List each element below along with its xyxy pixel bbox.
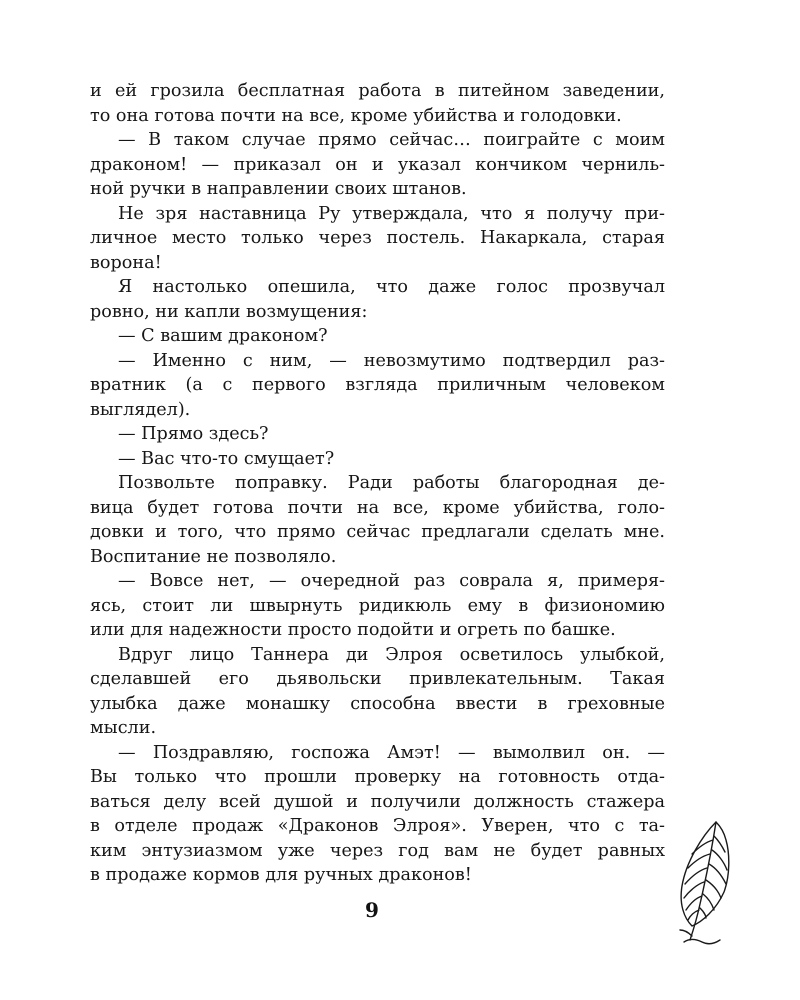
text-line: Вы только что прошли проверку на готовность отда- bbox=[90, 767, 665, 787]
text-line: в отделе продаж «Драконов Элроя». Уверен, что с та- bbox=[90, 816, 665, 836]
text-line: — Вовсе нет, — очередной раз соврала я, примеря- bbox=[118, 571, 665, 591]
text-line: ной ручки в направлении своих штанов. bbox=[90, 179, 467, 199]
text-line: — Прямо здесь? bbox=[118, 424, 269, 444]
text-line: — Вас что-то смущает? bbox=[118, 448, 335, 469]
text-line: то она готова почти на все, кроме убийства и голодовки. bbox=[90, 105, 622, 126]
text-line: вица будет готова почти на все, кроме убийства, голо- bbox=[90, 497, 665, 518]
text-line: ким энтузиазмом уже через год вам не будет равных bbox=[90, 840, 665, 861]
text-line: — Поздравляю, госпожа Амэт! — вымолвил он. — bbox=[118, 742, 665, 763]
text-line: — В таком случае прямо сейчас… поиграйте с моим bbox=[118, 130, 665, 150]
text-line: — Именно с ним, — невозмутимо подтвердил раз- bbox=[118, 350, 665, 371]
text-line: ваться делу всей душой и получили должность стажера bbox=[90, 791, 665, 812]
text-line: и ей грозила бесплатная работа в питейном заведении, bbox=[90, 81, 665, 101]
feather-icon bbox=[672, 818, 734, 948]
text-line: вратник (а с первого взгляда приличным человеком bbox=[90, 375, 665, 395]
text-line: Вдруг лицо Таннера ди Элроя осветилось улыбкой, bbox=[118, 644, 665, 665]
text-line: Я настолько опешила, что даже голос прозвучал bbox=[118, 277, 665, 297]
text-line: довки и того, что прямо сейчас предлагали сделать мне. bbox=[90, 522, 665, 542]
text-line: улыбка даже монашку способна ввести в греховные bbox=[90, 693, 665, 714]
text-line: мысли. bbox=[90, 718, 157, 738]
text-line: выглядел). bbox=[90, 399, 191, 420]
page-text bbox=[90, 79, 665, 888]
text-line: ясь, стоит ли швырнуть ридикюль ему в физиономию bbox=[90, 595, 665, 616]
text-line: или для надежности просто подойти и огреть по башке. bbox=[90, 620, 616, 640]
page-number: 9 bbox=[365, 898, 379, 922]
text-line: Позвольте поправку. Ради работы благородная де- bbox=[118, 473, 665, 493]
text-line: сделавшей его дьявольски привлекательным. Такая bbox=[90, 669, 665, 689]
text-line: ворона! bbox=[90, 252, 162, 273]
text-line: личное место только через постель. Накаркала, старая bbox=[90, 228, 665, 248]
text-line: драконом! — приказал он и указал кончиком черниль- bbox=[90, 154, 665, 175]
text-line: Не зря наставница Ру утверждала, что я получу при- bbox=[118, 203, 665, 224]
text-line: — С вашим драконом? bbox=[118, 326, 328, 346]
text-line: в продаже кормов для ручных драконов! bbox=[90, 865, 472, 885]
text-line: ровно, ни капли возмущения: bbox=[90, 301, 368, 322]
text-line: Воспитание не позволяло. bbox=[90, 546, 337, 567]
